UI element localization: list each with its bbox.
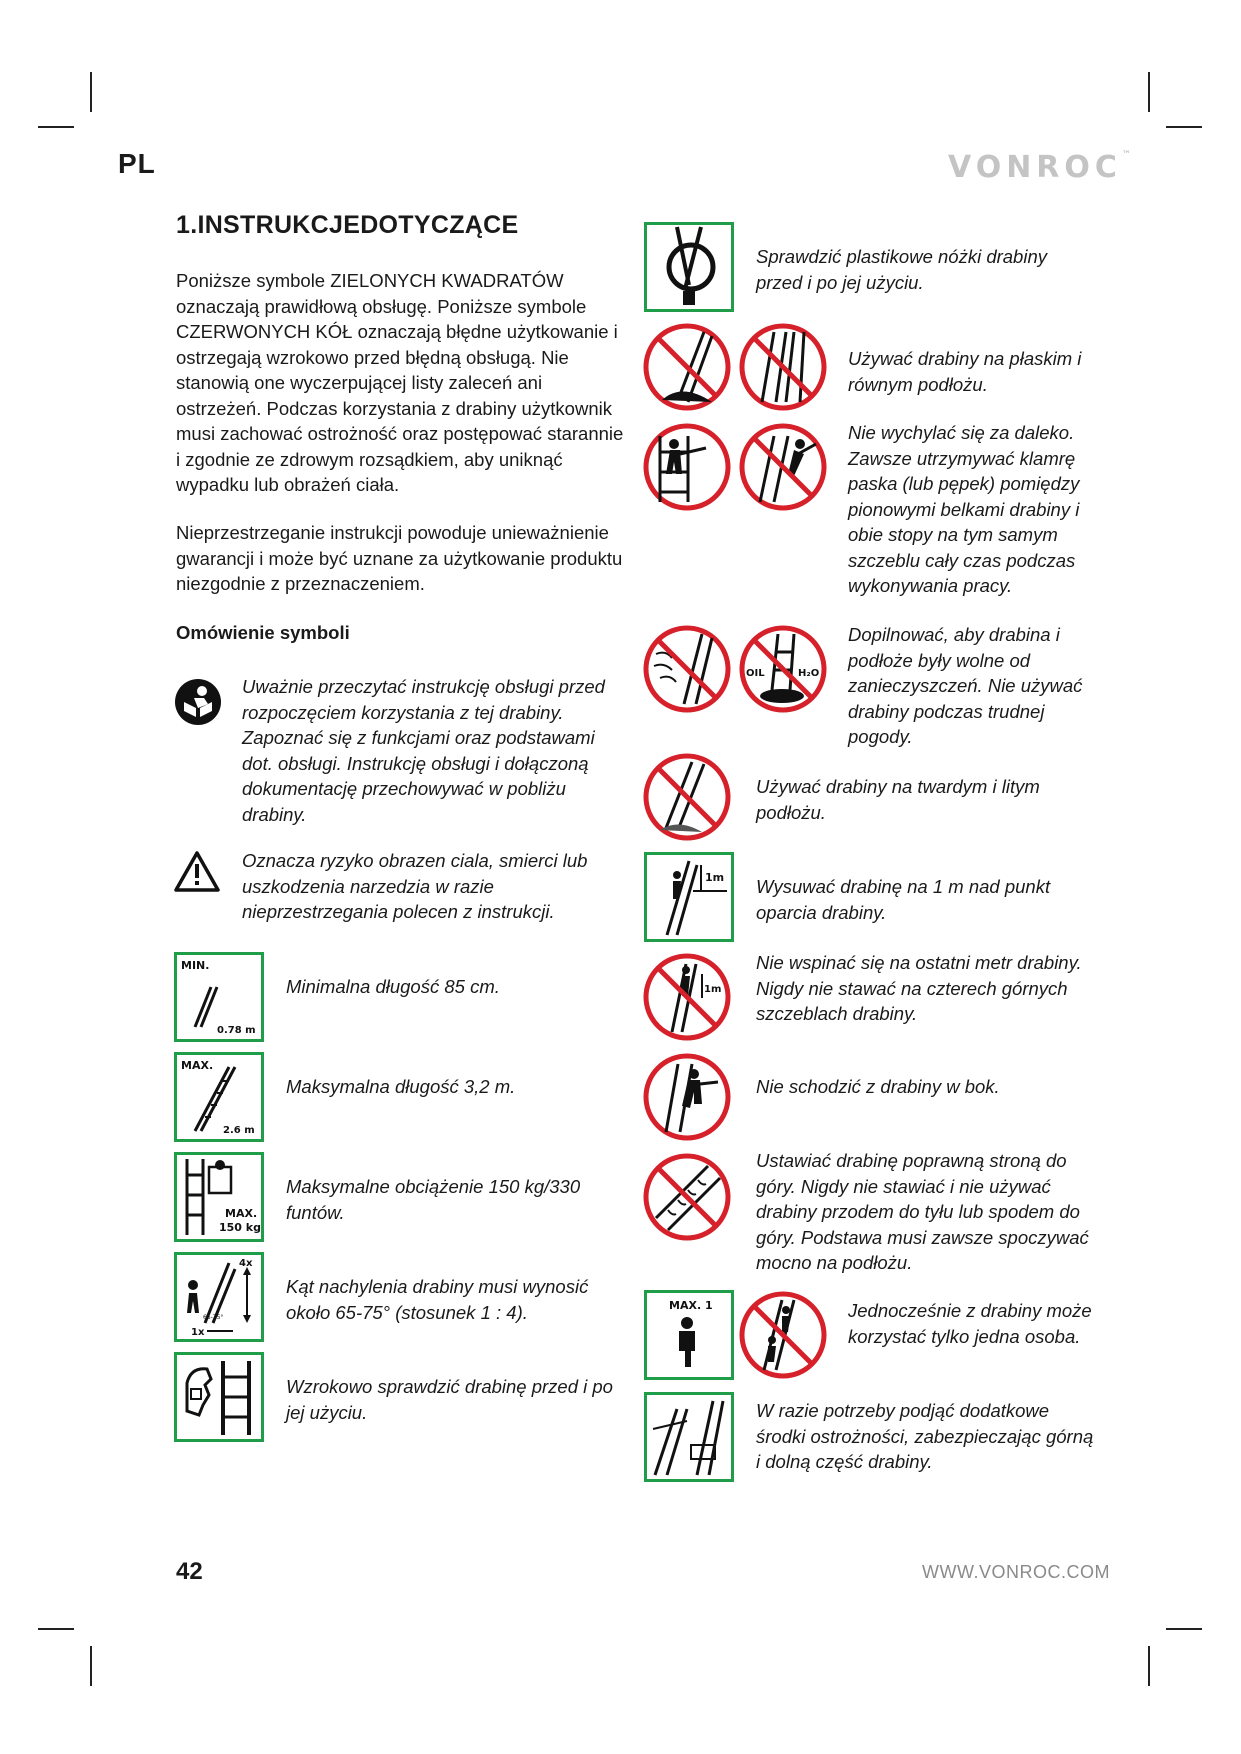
- brand-logo: [948, 150, 1131, 185]
- symbol-text: Kąt nachylenia drabiny musi wynosić około 65-75° (stosunek 1 : 4).: [286, 1276, 589, 1323]
- symbol-text: Nie wychylać się za daleko. Zawsze utrzymywać klamrę paska (lub pępek) pomiędzy pionowymi belkami drabiny i obie stopy na tym samym szczeblu cały czas podczas wykonywania pracy.: [848, 422, 1080, 596]
- crop-mark: [38, 126, 74, 128]
- symbol-text: Wysuwać drabinę na 1 m nad punkt oparcia drabiny.: [756, 876, 1051, 923]
- one-person-icon: [644, 1290, 734, 1380]
- bad-weather-prohibited-icon: [642, 624, 732, 714]
- symbols-heading: Omówienie symboli: [176, 622, 350, 643]
- angle-label: 65-75°: [203, 1314, 224, 1321]
- warranty-paragraph: Nieprzestrzeganie instrukcji powoduje unieważnienie gwarancji i może być uznane za użytkowanie produktu niezgodnie z przeznaczeniem.: [176, 522, 623, 594]
- intro-paragraph: Poniższe symbole ZIELONYCH KWADRATÓW oznaczają prawidłową obsługę. Poniższe symbole CZERWONYCH KÓŁ oznaczają błędne użytkowanie i ostrzegają wzrokowo przed błędną obsługą. Nie stanowią one wyczerpującej listy zaleceń ani ostrzeżeń. Podczas korzystania z drabiny użytkownik musi zachować ostrożność oraz postępować starannie i zgodnie ze zdrowym rozsądkiem, aby uniknąć wypadku lub obrażeń ciała.: [176, 270, 624, 495]
- ratio-top-label: 4x: [239, 1258, 253, 1269]
- sideways-dismount-prohibited-icon: [642, 1052, 732, 1142]
- water-label: H₂O: [798, 668, 820, 679]
- two-persons-prohibited-icon: [738, 1290, 828, 1380]
- upside-down-prohibited-icon: [642, 1152, 732, 1242]
- symbol-text: Nie schodzić z drabiny w bok.: [756, 1076, 1000, 1097]
- symbol-text: Ustawiać drabinę poprawną stroną do góry. Nigdy nie stawiać i nie używać drabiny przodem do tyłu lub spodem do góry. Podstawa musi zawsze spoczywać mocno na podłożu.: [756, 1150, 1089, 1273]
- symbol-text: Oznacza ryzyko obrazen ciala, smierci lub uszkodzenia narzedzia w razie nieprzestrzegania polecen z instrukcji.: [242, 850, 588, 922]
- crop-mark: [90, 72, 92, 112]
- trademark-mark: ™: [1121, 150, 1131, 160]
- symbol-text: Używać drabiny na twardym i litym podłożu.: [756, 776, 1040, 823]
- symbol-text: Maksymalna długość 3,2 m.: [286, 1076, 516, 1097]
- max-length-label: 2.6 m: [223, 1125, 255, 1136]
- max-load-icon: [174, 1152, 264, 1242]
- brand-name: VONROC: [948, 150, 1122, 185]
- symbol-text: Uważnie przeczytać instrukcję obsługi przed rozpoczęciem korzystania z tej drabiny. Zapoznać się z funkcjami oraz podstawami dot. obsługi. Instrukcję obsługi i dołączoną dokumentację przechowywać w pobliżu drabiny.: [242, 676, 605, 825]
- ladder-extension-icon: [644, 852, 734, 942]
- symbol-text: Jednocześnie z drabiny może korzystać tylko jedna osoba.: [848, 1300, 1092, 1347]
- language-code: PL: [118, 148, 156, 179]
- crop-mark: [90, 1646, 92, 1686]
- symbol-text: Nie wspinać się na ostatni metr drabiny. Nigdy nie stawać na czterech górnych szczeblach drabiny.: [756, 952, 1082, 1024]
- symbol-text: Wzrokowo sprawdzić drabinę przed i po jej użyciu.: [286, 1376, 613, 1423]
- ladder-feet-icon: [644, 222, 734, 312]
- max-length-icon: [174, 1052, 264, 1142]
- symbol-text: Używać drabiny na płaskim i równym podłożu.: [848, 348, 1082, 395]
- extension-label: 1m: [705, 871, 725, 884]
- ratio-bottom-label: 1x: [191, 1327, 205, 1338]
- soft-ground-prohibited-icon: [642, 752, 732, 842]
- crop-mark: [1148, 1646, 1150, 1686]
- sloped-ground-prohibited-icon: [738, 322, 828, 412]
- top-rungs-prohibited-icon: [642, 952, 732, 1042]
- page-number: 42: [176, 1558, 203, 1585]
- warning-triangle-icon: [174, 850, 220, 892]
- ladder-angle-icon: [174, 1252, 264, 1342]
- uneven-ground-prohibited-icon: [642, 322, 732, 412]
- symbol-text: Sprawdzić plastikowe nóżki drabiny przed i po jej użyciu.: [756, 246, 1047, 293]
- min-length-label: 0.78 m: [217, 1025, 256, 1036]
- symbol-text: Maksymalne obciążenie 150 kg/330 funtów.: [286, 1176, 581, 1223]
- max-persons-label: MAX. 1: [669, 1299, 713, 1312]
- crop-mark: [1166, 1628, 1202, 1630]
- crop-mark: [1148, 72, 1150, 112]
- visual-inspect-icon: [174, 1352, 264, 1442]
- overreach-prohibited-icon: [642, 422, 732, 512]
- symbol-text: W razie potrzeby podjąć dodatkowe środki ostrożności, zabezpieczając górną i dolną część drabiny.: [756, 1400, 1094, 1472]
- symbol-text: Dopilnować, aby drabina i podłoże były wolne od zanieczyszczeń. Nie używać drabiny podczas trudnej pogody.: [848, 624, 1083, 747]
- max-label: MAX.: [225, 1207, 258, 1220]
- read-manual-icon: [174, 678, 222, 726]
- slippery-ground-prohibited-icon: [738, 624, 828, 714]
- oil-label: OIL: [746, 668, 765, 679]
- secure-ladder-icon: [644, 1392, 734, 1482]
- leaning-prohibited-icon: [738, 422, 828, 512]
- max-label: MAX.: [181, 1059, 214, 1072]
- section-title: 1.INSTRUKCJEDOTYCZĄCE: [176, 211, 519, 239]
- min-length-icon: [174, 952, 264, 1042]
- min-label: MIN.: [181, 959, 210, 972]
- symbol-text: Minimalna długość 85 cm.: [286, 976, 500, 997]
- max-load-label: 150 kg: [219, 1221, 261, 1234]
- crop-mark: [1166, 126, 1202, 128]
- website-url: WWW.VONROC.COM: [922, 1562, 1110, 1582]
- crop-mark: [38, 1628, 74, 1630]
- top-meter-label: 1m: [704, 984, 722, 995]
